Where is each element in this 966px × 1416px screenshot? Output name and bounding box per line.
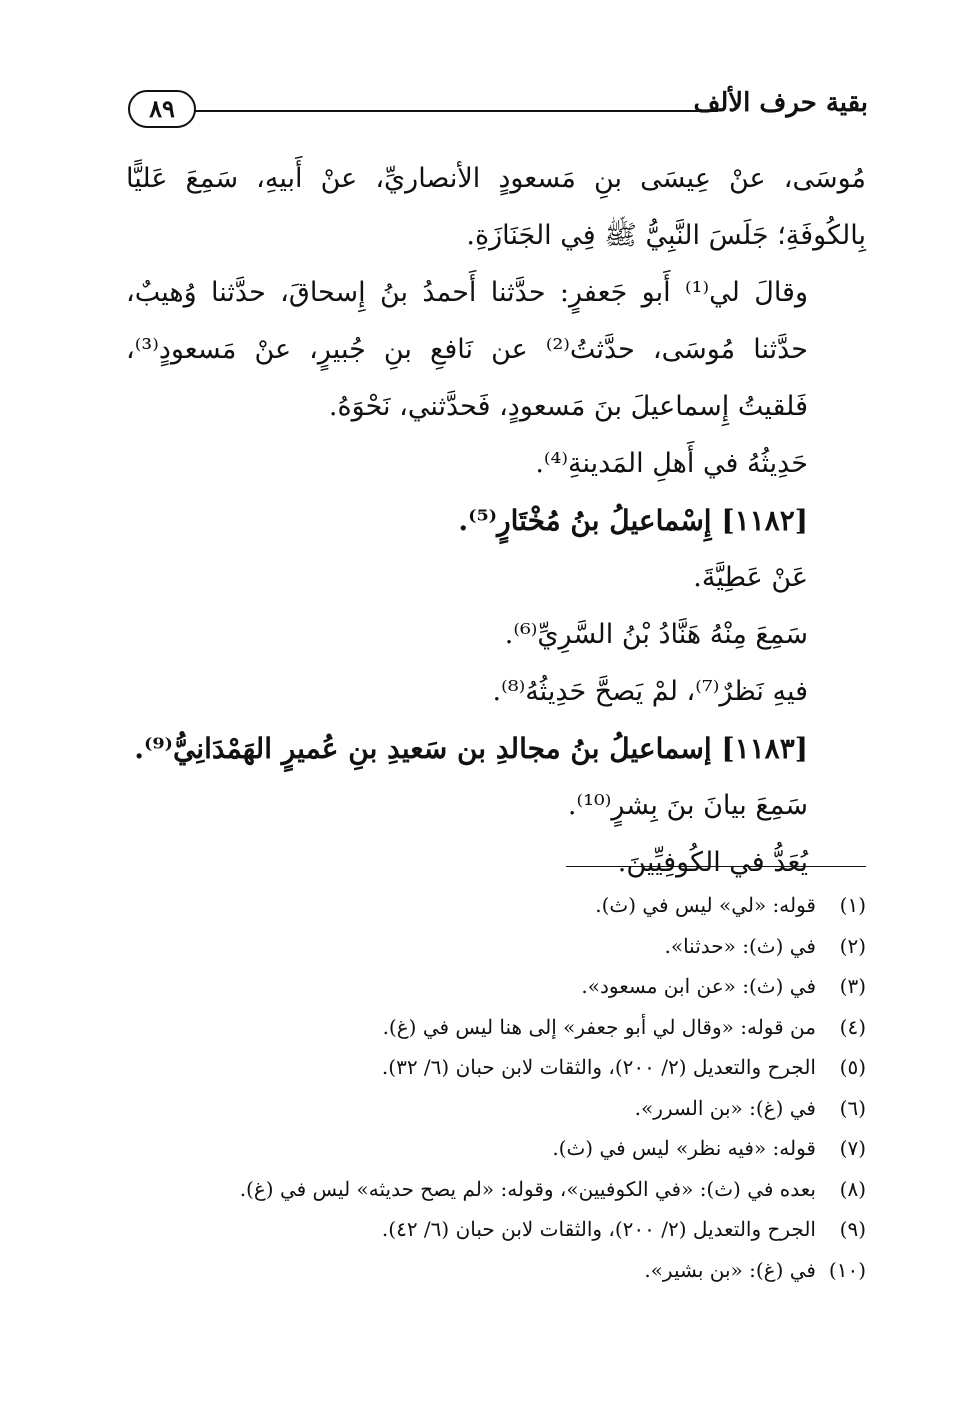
footnote-number: (٦) [839,1095,866,1120]
footnote-8 [126,1169,866,1210]
footnote-text: في (ث): «حدثنا». [664,933,816,958]
line-from-atiyya: عَنْ عَطِيَّةَ. [693,562,808,593]
paragraph-1: مُوسَى، عنْ عِيسَى بنِ مَسعودٍ الأنصاريِّ، عنْ أَبيهِ، سَمِعَ عَليًّا بِالكُوفَةِ؛ جَلَسَ النَّبِيُّ ﷺ فِي الجَنَازَةِ. [126,163,866,251]
header-rule [192,110,718,112]
footnote-text: قوله: «لي» ليس في (ث). [595,893,816,917]
footnote-number: (٢) [839,933,866,958]
page-number: ٨٩ [128,90,196,128]
footnote-separator [566,866,866,867]
footnotes [126,885,866,1290]
footnote-number: (٨) [839,1176,866,1201]
running-title: بقية حرف الألف [693,88,868,118]
page-header [128,88,868,128]
line-heard-bayan: سَمِعَ بيانَ بنَ بِشرٍ⁽¹⁰⁾. [567,790,808,821]
footnote-number: (٤) [839,1014,866,1039]
footnote-4 [126,1007,866,1048]
entry-1183-heading: [١١٨٣] إسماعيلُ بنُ مجالدِ بن سَعيدِ بنِ عُميرٍ الهَمْدَانِيُّ⁽⁹⁾. [134,732,808,765]
footnote-number: (٣) [839,974,866,998]
footnote-text: بعده في (ث): «في الكوفيين»، وقوله: «لم يصح حديثه» ليس في (غ). [239,1176,816,1201]
entry-1182-heading: [١١٨٢] إِسْماعيلُ بنُ مُخْتَارٍ⁽⁵⁾. [458,504,808,537]
line-hadith-medina: حَدِيثُهُ في أَهلِ المَدينةِ⁽⁴⁾. [535,448,808,479]
line-heard-from-hannad: سَمِعَ مِنْهُ هَنَّادُ بْنُ السَّرِيِّ⁽⁶⁾. [504,619,808,650]
footnote-number: (٩) [839,1217,866,1241]
footnote-text: الجرح والتعديل (٢/ ٢٠٠)، والثقات لابن حبان (٦/ ٤٢). [381,1217,816,1241]
footnote-10 [126,1250,866,1291]
footnote-2 [126,926,866,967]
footnote-number: (١) [839,893,866,917]
line-fihi-nazar: فيهِ نَظرٌ⁽⁷⁾، لمْ يَصحَّ حَدِيثُهُ⁽⁸⁾. [492,676,808,707]
footnote-text: الجرح والتعديل (٢/ ٢٠٠)، والثقات لابن حبان (٦/ ٣٢). [381,1055,816,1079]
main-text [126,150,866,891]
footnote-3 [126,966,866,1007]
footnote-number: (٥) [839,1055,866,1079]
footnote-text: من قوله: «وقال لي أبو جعفر» إلى هنا ليس في (غ). [382,1014,816,1039]
footnote-6 [126,1088,866,1129]
footnote-9 [126,1209,866,1250]
footnote-text: في (ث): «عن ابن مسعود». [581,974,816,998]
footnote-text: في (غ): «بن السرر». [634,1095,816,1120]
footnote-number: (٧) [839,1136,866,1160]
footnote-number: (١٠) [828,1257,866,1282]
footnote-7 [126,1128,866,1169]
paragraph-2: وقالَ لي⁽¹⁾ أَبو جَعفرٍ: حدَّثنا أَحمدُ بنُ إِسحاقَ، حدَّثنا وُهيبٌ، حدَّثنا مُوسَى، حدَّثتُ⁽²⁾ عن نَافعِ بنِ جُبيرٍ، عنْ مَسعودٍ⁽³⁾، فَلقيتُ إِسماعيلَ بنَ مَسعودٍ، فَحدَّثني، نَحْوَهُ. [126,277,808,422]
footnote-5 [126,1047,866,1088]
footnote-text: في (غ): «بن بشير». [644,1257,816,1282]
footnote-text: قوله: «فيه نظر» ليس في (ث). [552,1136,816,1160]
line-counted-kufans: يُعَدُّ في الكُوفِيِّينَ. [617,847,808,878]
footnote-1 [126,885,866,926]
